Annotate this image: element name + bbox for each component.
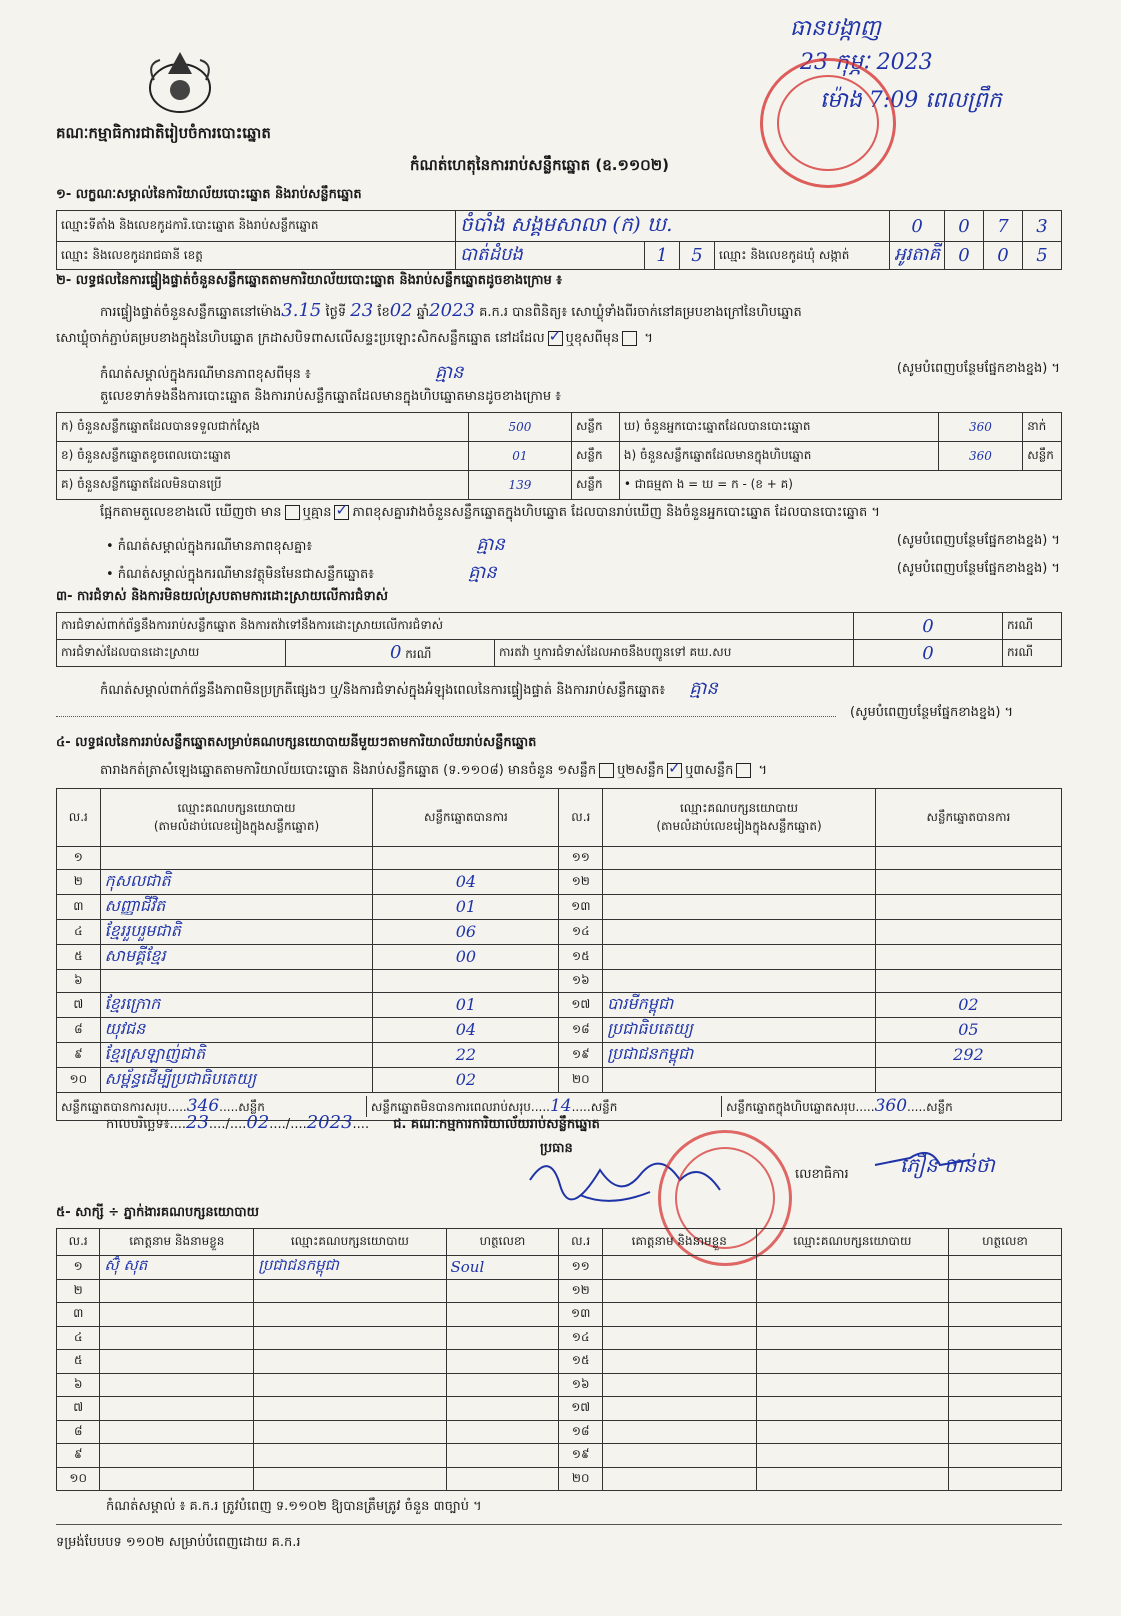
party-results-table <box>56 788 1062 1121</box>
row-number: ១៨ <box>559 1017 603 1042</box>
unit-label: សន្លឹក <box>571 471 619 500</box>
witness-party: ប្រជាជនកម្ពុជា <box>254 1256 446 1280</box>
location-code-digit: 0 <box>945 211 984 242</box>
witness-name <box>100 1279 254 1303</box>
party-votes <box>373 969 559 992</box>
row-number: ៥ <box>57 1350 100 1374</box>
row-number: ១៧ <box>559 1397 602 1421</box>
figure-in-box-label: ង) ចំនួនសន្លឹកឆ្នោតដែលមានក្នុងហិបឆ្នោត <box>619 442 938 471</box>
emblem-logo <box>140 44 220 116</box>
party-name: ខ្មែររួបរួមជាតិ <box>100 919 373 944</box>
witness-party <box>254 1397 446 1421</box>
party-votes <box>875 847 1061 870</box>
row-number: ១៣ <box>559 1303 602 1327</box>
resolved-value: 0 <box>390 642 402 663</box>
witness-name <box>602 1350 756 1374</box>
objections-value: 0 <box>854 613 1003 640</box>
witness-name <box>100 1303 254 1327</box>
party-votes: 06 <box>373 919 559 944</box>
row-number: ១៦ <box>559 1373 602 1397</box>
witness-party <box>254 1444 446 1468</box>
row-number: ១១ <box>559 847 603 870</box>
party-votes: 05 <box>875 1017 1061 1042</box>
secretary-signature <box>870 1140 980 1180</box>
col-party: ឈ្មោះគណបក្សនយោបាយ (តាមលំដាប់លេខរៀងក្នុងសន្លឹកឆ្នោត) <box>100 789 373 847</box>
party-votes <box>875 969 1061 992</box>
row-number: ១៥ <box>559 944 603 969</box>
table-row <box>57 944 1062 969</box>
row-number: ២ <box>57 1279 100 1303</box>
total-valid-value: 346 <box>186 1095 220 1116</box>
figures-intro: តួលេខទាក់ទងនឹងការបោះឆ្នោត និងការរាប់សន្លឹកឆ្នោតដែលមានក្នុងហិបឆ្នោតមានដូចខាងក្រោម ៖ <box>100 389 561 404</box>
row-number: ១៧ <box>559 992 603 1017</box>
party-votes <box>875 944 1061 969</box>
difference-note-line: • កំណត់សម្គាល់ក្នុងករណីមានភាពខុសគ្នា៖ គ្មាន (សូមបំពេញបន្ថែមផ្នែកខាងខ្នង) ។ <box>106 533 1060 555</box>
witness-name <box>100 1444 254 1468</box>
row-number: ៦ <box>57 1373 100 1397</box>
row-number: ៤ <box>57 919 101 944</box>
table-row <box>57 1444 1062 1468</box>
date-month: 02 <box>246 1112 270 1133</box>
row-number: ១២ <box>559 869 603 894</box>
foreign-object-note-value: គ្មាន <box>468 562 497 583</box>
figures-table <box>56 412 1062 500</box>
witness-signature <box>948 1303 1061 1327</box>
witness-name <box>602 1373 756 1397</box>
party-votes: 292 <box>875 1042 1061 1067</box>
party-name: កុសលជាតិ <box>100 869 373 894</box>
witness-signature <box>948 1397 1061 1421</box>
figure-unused-value: 139 <box>468 471 571 500</box>
row-number: ៧ <box>57 992 101 1017</box>
province-label: ឈ្មោះ និងលេខកូដរាជធានី ខេត្ត <box>57 242 456 270</box>
witness-party <box>756 1397 948 1421</box>
figure-spoiled-label: ខ) ចំនួនសន្លឹកឆ្នោតខូចពេលបោះឆ្នោត <box>57 442 469 471</box>
witness-name <box>602 1397 756 1421</box>
seal-note-line: កំណត់សម្គាល់ក្នុងករណីមានភាពខុសពីមុន ៖ គ្មាន (សូមបំពេញបន្ថែមផ្នែកខាងខ្នង) ។ <box>100 361 1060 383</box>
total-box-cell: សន្លឹកឆ្នោតក្នុងហិបឆ្នោតសរុប.....360.....សន្លឹក <box>725 1095 953 1116</box>
row-number: ១៤ <box>559 1326 602 1350</box>
col-name: គោត្តនាម និងនាមខ្លួន <box>100 1229 254 1256</box>
witness-party <box>254 1420 446 1444</box>
unit-label: ករណី <box>1003 613 1062 640</box>
figure-voters-label: ឃ) ចំនួនអ្នកបោះឆ្នោតដែលបានបោះឆ្នោត <box>619 413 938 442</box>
witness-party <box>756 1279 948 1303</box>
table-row <box>57 919 1062 944</box>
witness-party <box>254 1279 446 1303</box>
row-number: ១៥ <box>559 1350 602 1374</box>
seal-line: សោឃ្លុំចាក់ភ្ជាប់គម្របខាងក្នុងនៃហិបឆ្នោត ក្រដាសបិទពាសលើសន្ទះប្រឡោះសិកសន្លឹកឆ្នោត នៅដដែល✓ ឬខុសពីមុន ។ <box>56 330 653 349</box>
location-code-digit: 3 <box>1023 211 1062 242</box>
witness-signature <box>446 1467 559 1491</box>
witness-name <box>100 1420 254 1444</box>
table-row <box>57 969 1062 992</box>
col-sign: ហត្ថលេខា <box>446 1229 559 1256</box>
witness-party <box>756 1256 948 1280</box>
unchanged-checkbox[interactable] <box>548 331 563 346</box>
irregularity-hint: (សូមបំពេញបន្ថែមផ្នែកខាងខ្នង) ។ <box>850 705 1014 720</box>
witness-party <box>254 1350 446 1374</box>
total-invalid-value: 14 <box>549 1095 572 1116</box>
table-row <box>57 869 1062 894</box>
party-votes: 01 <box>373 992 559 1017</box>
witness-signature <box>948 1326 1061 1350</box>
witness-signature <box>948 1420 1061 1444</box>
table-row <box>57 1017 1062 1042</box>
witness-party <box>254 1373 446 1397</box>
witness-signature <box>446 1444 559 1468</box>
official-stamp-top <box>760 58 896 188</box>
witness-name <box>602 1256 756 1280</box>
receipt-note-2: 23 កុម្ភៈ 2023 <box>800 50 933 75</box>
col-votes: សន្លឹកឆ្នោតបានការ <box>875 789 1061 847</box>
commune-value: អូរតាគី <box>890 242 945 270</box>
witness-name <box>100 1467 254 1491</box>
row-number: ៦ <box>57 969 101 992</box>
table-row <box>57 894 1062 919</box>
witness-signature <box>948 1467 1061 1491</box>
row-number: ១៣ <box>559 894 603 919</box>
date-year: 2023 <box>306 1112 353 1133</box>
figure-received-value: 500 <box>468 413 571 442</box>
unit-label: សន្លឹក <box>571 442 619 471</box>
total-valid-cell: សន្លឹកឆ្នោតបានការសរុប.....346.....សន្លឹក <box>57 1096 367 1117</box>
section1-table <box>56 210 1062 270</box>
table-row <box>57 1420 1062 1444</box>
row-number: ១០ <box>57 1467 100 1491</box>
footer-text: ទម្រង់បែបបទ ១១០២ សម្រាប់បំពេញដោយ គ.ក.រ <box>56 1535 301 1550</box>
table-row <box>57 992 1062 1017</box>
three-sheets-checkbox[interactable] <box>736 763 751 778</box>
province-code-digit: 1 <box>645 242 680 270</box>
commune-code-digit: 5 <box>1023 242 1062 270</box>
row-number: ១ <box>57 847 101 870</box>
objections-label: ការជំទាស់ពាក់ព័ន្ធនឹងការរាប់សន្លឹកឆ្នោត និងការតវ៉ាទៅនឹងការដោះស្រាយលើការជំទាស់ <box>57 613 854 640</box>
party-votes <box>875 1067 1061 1092</box>
difference-note-value: គ្មាន <box>476 534 505 555</box>
location-code-digit: 7 <box>984 211 1023 242</box>
row-number: ១ <box>57 1256 100 1280</box>
witness-name <box>100 1373 254 1397</box>
col-name: គោត្តនាម និងនាមខ្លួន <box>602 1229 756 1256</box>
location-value: ចំបាំង សង្គមសាលា (ក) ឃ. <box>460 212 673 236</box>
row-number: ១៩ <box>559 1444 602 1468</box>
col-sign: ហត្ថលេខា <box>948 1229 1061 1256</box>
witness-signature <box>446 1373 559 1397</box>
witness-party <box>254 1467 446 1491</box>
witness-signature <box>446 1279 559 1303</box>
figure-unused-label: គ) ចំនួនសន្លឹកឆ្នោតដែលមិនបានប្រើ <box>57 471 469 500</box>
date-line: កាលបរិច្ឆេទ៖....23..../....02..../....2023.... ជ. គណៈកម្មការការិយាល័យរាប់សន្លឹកឆ្នោត <box>106 1112 600 1133</box>
party-votes <box>373 847 559 870</box>
party-name: បារមីកម្ពុជា <box>603 992 876 1017</box>
party-name: ខ្មែរក្រោក <box>100 992 373 1017</box>
witness-signature <box>446 1420 559 1444</box>
receipt-note-1: ធានបង្កាញ <box>790 16 881 41</box>
chair-label: ប្រធាន <box>540 1141 573 1156</box>
objections-table <box>56 612 1062 667</box>
witness-name <box>602 1279 756 1303</box>
party-name: ប្រជាជនកម្ពុជា <box>603 1042 876 1067</box>
row-number: ៨ <box>57 1017 101 1042</box>
witness-party <box>756 1303 948 1327</box>
commune-code-digit: 0 <box>945 242 984 270</box>
party-votes: 01 <box>373 894 559 919</box>
table-row <box>57 1350 1062 1374</box>
party-votes: 00 <box>373 944 559 969</box>
verification-month: 02 <box>389 300 413 321</box>
footnote: កំណត់សម្គាល់ ៖ គ.ក.រ ត្រូវបំពេញ ទ.១១០២ ឱ្យបានត្រឹមត្រូវ ចំនួន ៣ច្បាប់ ។ <box>106 1499 482 1514</box>
commune-label: ឈ្មោះ និងលេខកូដឃុំ សង្កាត់ <box>715 242 890 270</box>
party-votes: 02 <box>875 992 1061 1017</box>
col-votes: សន្លឹកឆ្នោតបានការ <box>373 789 559 847</box>
party-name: យុវជន <box>100 1017 373 1042</box>
row-number: ១១ <box>559 1256 602 1280</box>
witness-party <box>756 1444 948 1468</box>
col-party: ឈ្មោះគណបក្សនយោបាយ <box>254 1229 446 1256</box>
table-row <box>57 1303 1062 1327</box>
table-row <box>57 1397 1062 1421</box>
changed-checkbox[interactable] <box>622 331 637 346</box>
appeal-label: ការតវ៉ា ឬការជំទាស់ដែលអាចនឹងបញ្ជូនទៅ គឃ.សប <box>495 640 854 667</box>
committee-name: គណៈកម្មាធិការជាតិរៀបចំការបោះឆ្នោត <box>56 124 271 142</box>
party-votes <box>875 894 1061 919</box>
party-name <box>603 919 876 944</box>
witness-table <box>56 1228 1062 1491</box>
row-number: ១២ <box>559 1279 602 1303</box>
verification-time: 3.15 <box>281 300 322 321</box>
col-no: ល.រ <box>559 1229 602 1256</box>
verification-line: ការផ្ទៀងផ្ទាត់ចំនួនសន្លឹកឆ្នោតនៅម៉ោង3.15 ថ្ងៃទី 23 ខែ02 ឆ្នាំ2023 គ.ក.រ បានពិនិត្យ៖ សោឃ្លុំទាំងពីរចាក់នៅគម្របខាងក្រៅនៃហិបឆ្នោត <box>100 300 802 321</box>
party-name <box>100 847 373 870</box>
difference-yes-checkbox[interactable] <box>285 505 300 520</box>
verification-year: 2023 <box>429 300 475 321</box>
witness-signature <box>446 1326 559 1350</box>
party-name: ប្រជាធិបតេយ្យ <box>603 1017 876 1042</box>
table-row <box>57 1373 1062 1397</box>
unit-label: សន្លឹក <box>1023 442 1062 471</box>
witness-name <box>602 1467 756 1491</box>
province-value: បាត់ដំបង <box>456 242 645 270</box>
witness-party <box>756 1467 948 1491</box>
unit-label: នាក់ <box>1023 413 1062 442</box>
unit-label: សន្លឹក <box>571 413 619 442</box>
row-number: ២០ <box>559 1067 603 1092</box>
party-votes: 02 <box>373 1067 559 1092</box>
figure-spoiled-value: 01 <box>468 442 571 471</box>
section4-title: ៤- លទ្ធផលនៃការរាប់សន្លឹកឆ្នោតសម្រាប់គណបក្សនយោបាយនីមួយៗតាមការិយាល័យរាប់សន្លឹកឆ្នោត <box>56 735 537 750</box>
secretary-label: លេខាធិការ <box>795 1167 849 1182</box>
party-name <box>603 1067 876 1092</box>
two-sheets-checkbox[interactable] <box>667 763 682 778</box>
col-party: ឈ្មោះគណបក្សនយោបាយ <box>756 1229 948 1256</box>
party-votes <box>875 869 1061 894</box>
party-votes: 04 <box>373 1017 559 1042</box>
province-code-digit: 5 <box>680 242 715 270</box>
party-name: សាមគ្គីខ្មែរ <box>100 944 373 969</box>
location-code-digit: 0 <box>890 211 945 242</box>
party-name: សម្ព័ន្ធដើម្បីប្រជាធិបតេយ្យ <box>100 1067 373 1092</box>
row-number: ៣ <box>57 894 101 919</box>
party-name: ខ្មែរស្រឡាញ់ជាតិ <box>100 1042 373 1067</box>
party-name <box>603 869 876 894</box>
witness-party <box>756 1420 948 1444</box>
table-row <box>57 1042 1062 1067</box>
table-row <box>57 1279 1062 1303</box>
party-name <box>100 969 373 992</box>
witness-signature <box>446 1350 559 1374</box>
witness-party <box>254 1303 446 1327</box>
witness-signature <box>446 1397 559 1421</box>
table-row <box>57 1067 1062 1092</box>
col-party: ឈ្មោះគណបក្សនយោបាយ (តាមលំដាប់លេខរៀងក្នុងសន្លឹកឆ្នោត) <box>603 789 876 847</box>
section3-title: ៣- ការជំទាស់ និងការមិនយល់ស្របតាមការដោះស្រាយលើការជំទាស់ <box>56 589 388 604</box>
witness-signature: Soul <box>446 1256 559 1280</box>
col-no: ល.រ <box>559 789 603 847</box>
row-number: ៤ <box>57 1326 100 1350</box>
form-title: កំណត់ហេតុនៃការរាប់សន្លឹកឆ្នោត (ឧ.១១០២) <box>410 156 670 174</box>
party-name: សញ្ញាជីវិត <box>100 894 373 919</box>
row-number: ១៦ <box>559 969 603 992</box>
party-votes: 04 <box>373 869 559 894</box>
row-number: ១៩ <box>559 1042 603 1067</box>
witness-signature <box>446 1303 559 1327</box>
difference-check-line: ផ្អែកតាមតួលេខខាងលើ ឃើញថា មាន ឬគ្មាន✓ ភាពខុសគ្នារវាងចំនួនសន្លឹកឆ្នោតក្នុងហិបឆ្នោត ដែលបានរាប់ឃើញ និងចំនួនអ្នកបោះឆ្នោត ដែលបានបោះឆ្នោត ។ <box>100 504 880 523</box>
irregularity-note-value: គ្មាន <box>689 678 718 699</box>
row-number: ១៨ <box>559 1420 602 1444</box>
table-row <box>57 1326 1062 1350</box>
witness-party <box>756 1326 948 1350</box>
seal-note-value: គ្មាន <box>434 362 464 383</box>
row-number: ២០ <box>559 1467 602 1491</box>
witness-signature <box>948 1350 1061 1374</box>
location-label: ឈ្មោះទីតាំង និងលេខកូដការិ.បោះឆ្នោត និងរាប់សន្លឹកឆ្នោត <box>57 211 456 242</box>
witness-name <box>100 1397 254 1421</box>
witness-name <box>602 1326 756 1350</box>
figure-voters-value: 360 <box>938 413 1023 442</box>
witness-name: ស៊ុំ សុត <box>100 1256 254 1280</box>
witness-name <box>602 1444 756 1468</box>
row-number: ១៤ <box>559 919 603 944</box>
one-sheet-checkbox[interactable] <box>599 763 614 778</box>
witness-party <box>254 1326 446 1350</box>
difference-no-checkbox[interactable] <box>334 505 349 520</box>
resolved-label: ការជំទាស់ដែលបានដោះស្រាយ <box>57 640 286 667</box>
col-no: ល.រ <box>57 789 101 847</box>
party-votes <box>875 919 1061 944</box>
row-number: ២ <box>57 869 101 894</box>
section2-title: ២- លទ្ធផលនៃការផ្ទៀងផ្ទាត់ចំនួនសន្លឹកឆ្នោតតាមការិយាល័យបោះឆ្នោត និងរាប់សន្លឹកឆ្នោតដូចខាងក្រោម ៖ <box>56 273 562 288</box>
foreign-object-note-line: • កំណត់សម្គាល់ក្នុងករណីមានវត្ថុមិនមែនជាសន្លឹកឆ្នោត៖ គ្មាន (សូមបំពេញបន្ថែមផ្នែកខាងខ្នង) ។ <box>106 561 1060 583</box>
table-row <box>57 847 1062 870</box>
receipt-note-3: ម៉ោង 7:09 ពេលព្រឹក <box>820 88 1002 113</box>
tally-sheets-line: តារាងកត់ត្រាសំឡេងឆ្នោតតាមការិយាល័យបោះឆ្នោត និងរាប់សន្លឹកឆ្នោត (ទ.១១០៨) មានចំនួន ១សន្លឹក ឬ២សន្លឹក✓ ឬ៣សន្លឹក ។ <box>100 762 767 781</box>
row-number: ៧ <box>57 1397 100 1421</box>
witness-name <box>100 1326 254 1350</box>
row-number: ៩ <box>57 1042 101 1067</box>
total-invalid-cell: សន្លឹកឆ្នោតមិនបានការពេលរាប់សរុប.....14.....សន្លឹក <box>367 1096 722 1117</box>
witness-name <box>602 1420 756 1444</box>
col-no: ល.រ <box>57 1229 100 1256</box>
commune-code-digit: 0 <box>984 242 1023 270</box>
section1-title: ១- លក្ខណៈសម្គាល់នៃការិយាល័យបោះឆ្នោត និងរាប់សន្លឹកឆ្នោត <box>56 187 362 202</box>
row-number: ១០ <box>57 1067 101 1092</box>
counting-committee-label: ជ. គណៈកម្មការការិយាល័យរាប់សន្លឹកឆ្នោត <box>393 1117 600 1132</box>
footer-divider <box>56 1524 1062 1525</box>
irregularity-dotted-line <box>56 716 836 717</box>
formula-text: • ជាធម្មតា ង = ឃ = ក - (ខ + គ) <box>619 471 1061 500</box>
figure-received-label: ក) ចំនួនសន្លឹកឆ្នោតដែលបានទទួលជាក់ស្តែង <box>57 413 469 442</box>
witness-name <box>602 1303 756 1327</box>
verification-day: 23 <box>350 300 374 321</box>
total-box-value: 360 <box>874 1095 908 1116</box>
date-day: 23 <box>186 1112 209 1133</box>
row-number: ៥ <box>57 944 101 969</box>
irregularity-note-line: កំណត់សម្គាល់ពាក់ព័ន្ធនឹងភាពមិនប្រក្រតីផ្សេងៗ ឬ/និងការជំទាស់ក្នុងអំឡុងពេលនៃការផ្ទៀងផ្ទាត់ និងការរាប់សន្លឹកឆ្នោត៖ គ្មាន <box>100 678 718 699</box>
unit-label: ករណី <box>1003 640 1062 667</box>
witness-signature <box>948 1256 1061 1280</box>
party-name <box>603 944 876 969</box>
appeal-value: 0 <box>854 640 1003 667</box>
party-name <box>603 894 876 919</box>
party-name <box>603 969 876 992</box>
unit-label: ករណី <box>405 647 432 661</box>
figure-in-box-value: 360 <box>938 442 1023 471</box>
witness-signature <box>948 1373 1061 1397</box>
table-row <box>57 1256 1062 1280</box>
witness-party <box>756 1350 948 1374</box>
secretary-name: ភឿន ចាន់ថា <box>900 1153 995 1177</box>
party-votes: 22 <box>373 1042 559 1067</box>
section5-title: ៥- សាក្សី ÷ ភ្នាក់ងារគណបក្សនយោបាយ <box>56 1205 259 1220</box>
witness-name <box>100 1350 254 1374</box>
witness-signature <box>948 1444 1061 1468</box>
witness-party <box>756 1373 948 1397</box>
row-number: ៩ <box>57 1444 100 1468</box>
party-name <box>603 847 876 870</box>
row-number: ៨ <box>57 1420 100 1444</box>
table-row <box>57 1467 1062 1491</box>
row-number: ៣ <box>57 1303 100 1327</box>
witness-signature <box>948 1279 1061 1303</box>
